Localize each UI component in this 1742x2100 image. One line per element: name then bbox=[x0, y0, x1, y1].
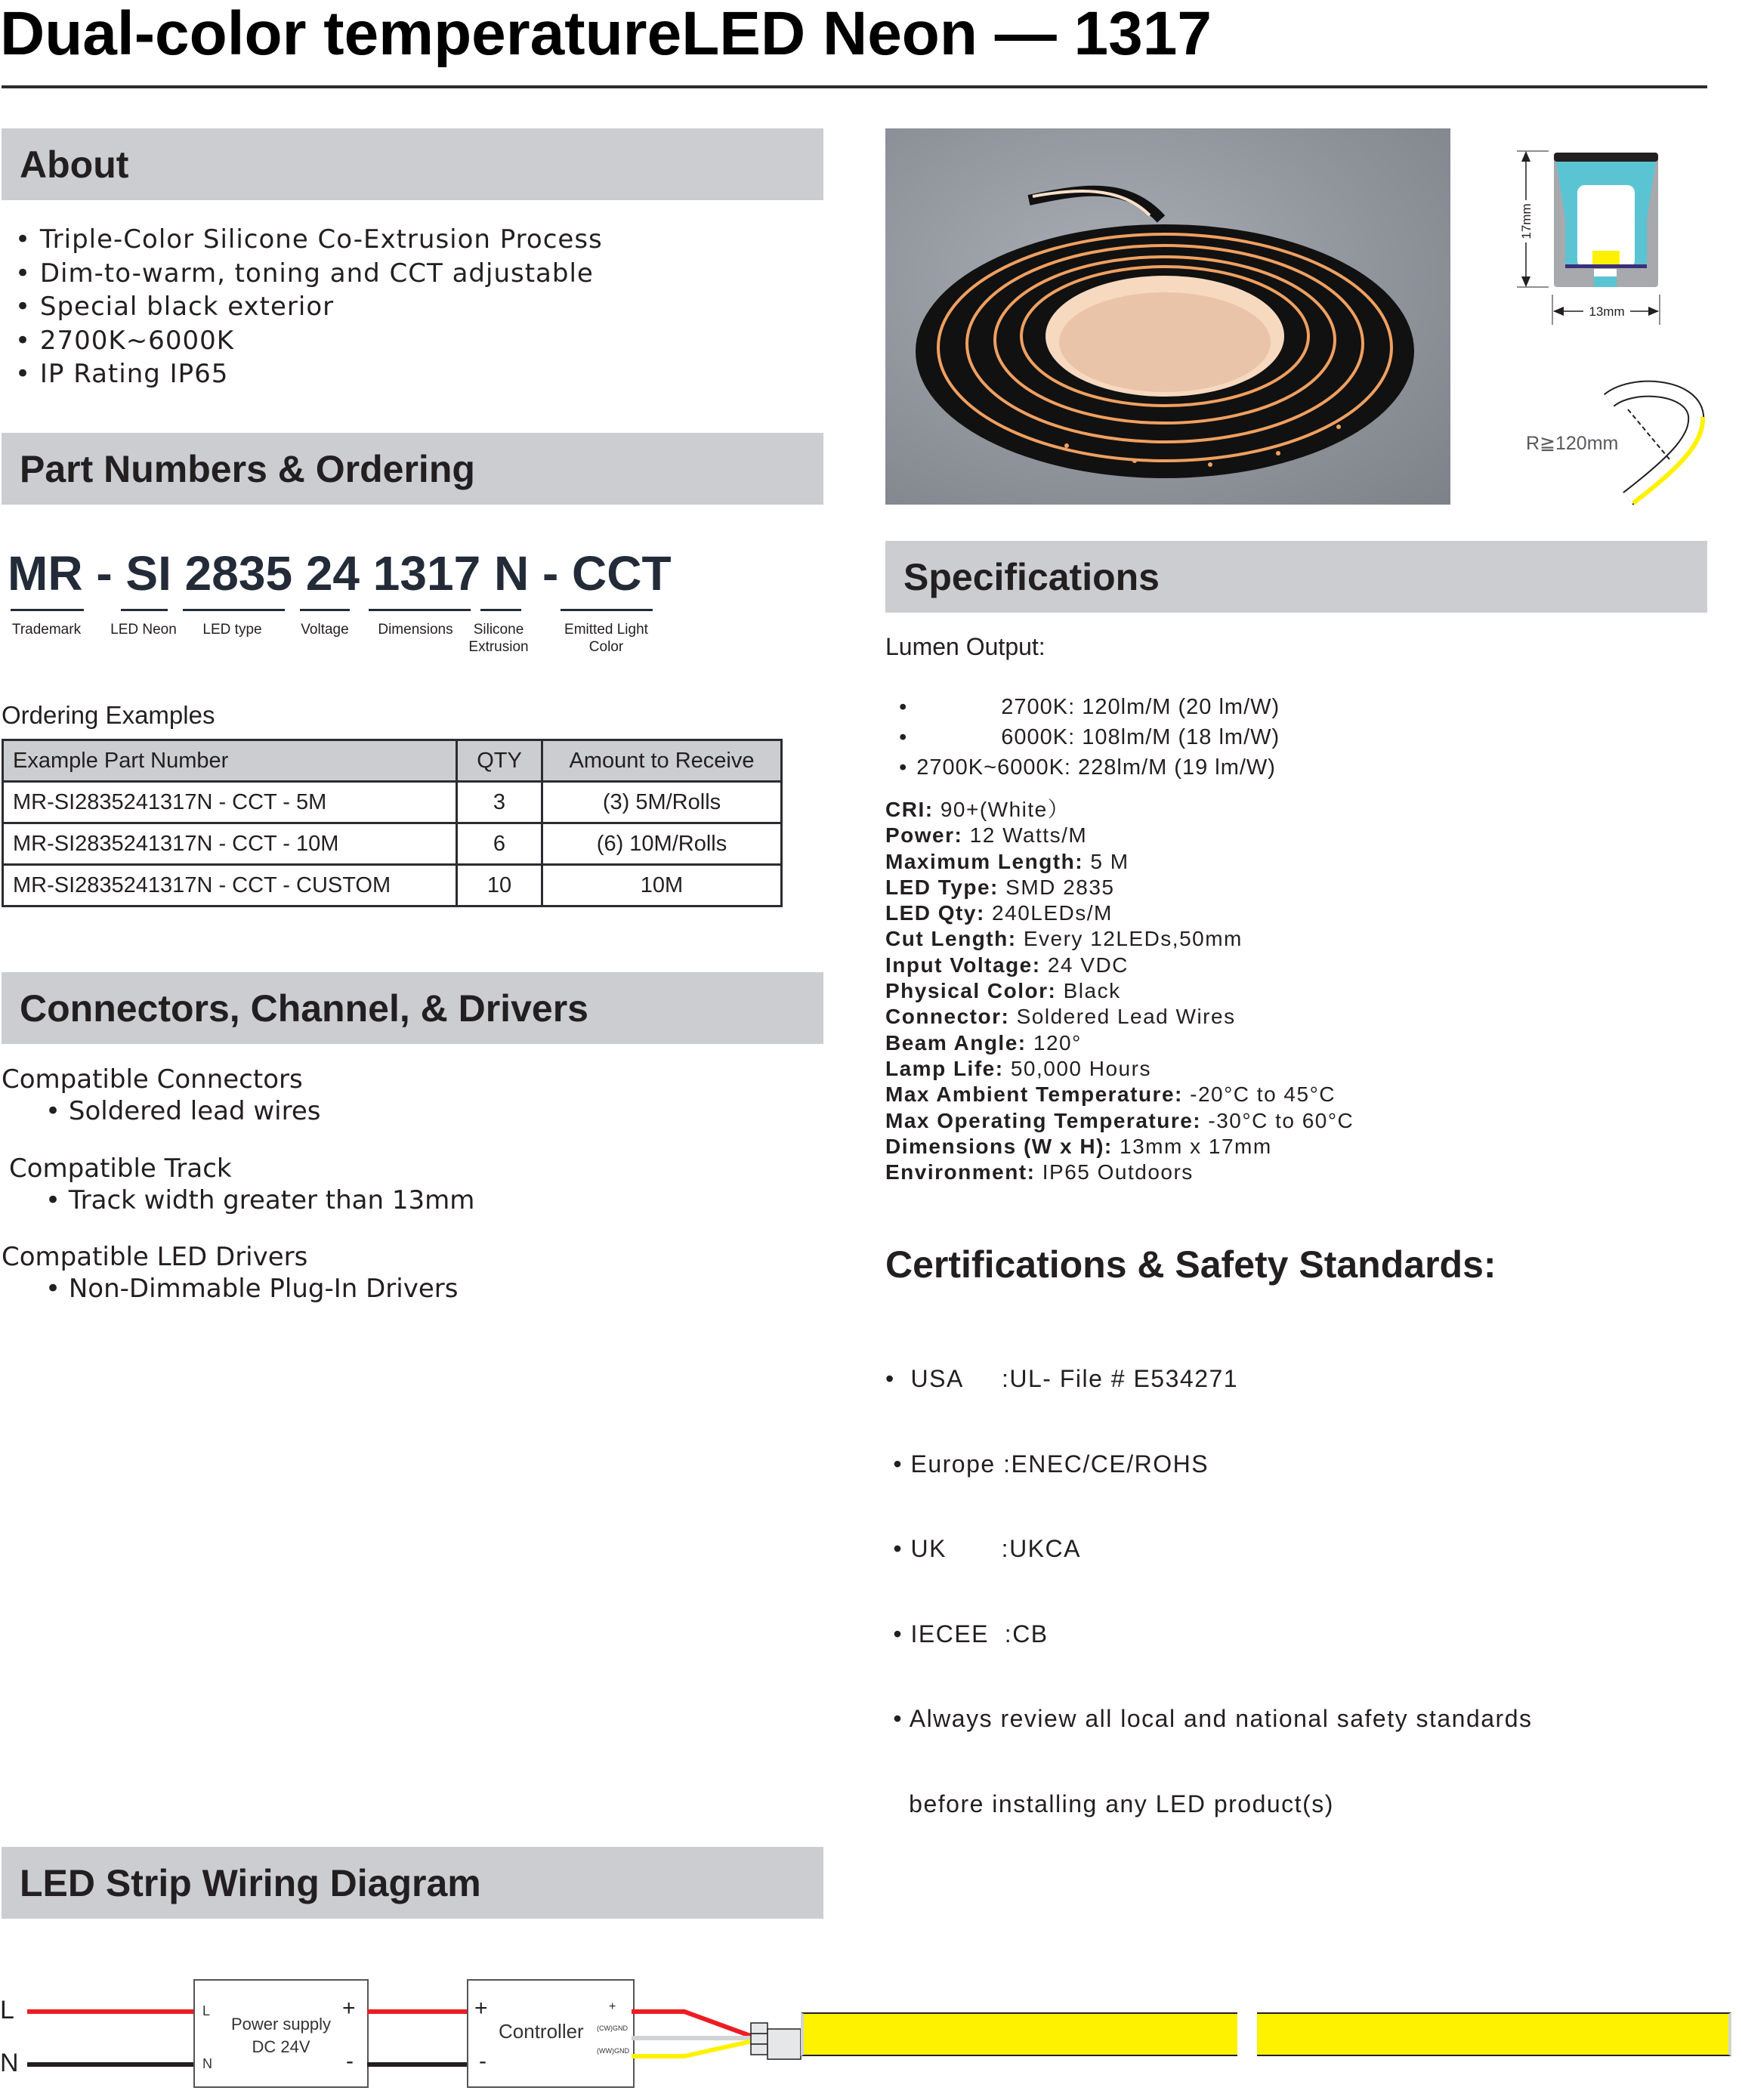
about-item: • IP Rating IP65 bbox=[15, 357, 603, 391]
bullet: • bbox=[899, 695, 908, 719]
spec-label: LED Type: bbox=[885, 875, 999, 899]
about-heading: About bbox=[20, 143, 129, 186]
label-led-type: LED type bbox=[202, 622, 262, 638]
group-title: Compatible LED Drivers bbox=[2, 1242, 308, 1272]
spec-row bbox=[885, 797, 1354, 823]
lumen-output-title: Lumen Output: bbox=[885, 633, 1046, 660]
cell-part: MR-SI2835241317N - CCT - CUSTOM bbox=[3, 865, 457, 906]
table-row bbox=[3, 782, 782, 823]
spec-label: Physical Color: bbox=[885, 979, 1057, 1003]
underline bbox=[561, 609, 653, 611]
about-item: • Dim-to-warm, toning and CCT adjustable bbox=[15, 257, 603, 291]
spec-value: 12 Watts/M bbox=[962, 823, 1088, 848]
controller-label: Controller bbox=[499, 2020, 584, 2043]
cell-qty: 3 bbox=[457, 782, 542, 823]
spec-value: 240LEDs/M bbox=[984, 901, 1113, 925]
table-row bbox=[3, 823, 782, 865]
spec-label: Power: bbox=[885, 823, 963, 848]
spec-value: -20°C to 45°C bbox=[1182, 1082, 1336, 1107]
cell-amount: (3) 5M/Rolls bbox=[542, 782, 782, 823]
spec-value: Soldered Lead Wires bbox=[1009, 1005, 1236, 1029]
cert-item: • UK :UKCA bbox=[885, 1535, 1081, 1562]
label-line: Silicone bbox=[473, 622, 524, 638]
connector-group bbox=[2, 1064, 320, 1127]
cell-part: MR-SI2835241317N - CCT - 10M bbox=[3, 823, 457, 865]
label-silicone-extrusion bbox=[465, 621, 533, 656]
lumen-row bbox=[885, 730, 1276, 780]
spec-list bbox=[885, 797, 1354, 1185]
controller-box bbox=[467, 1979, 635, 2088]
spec-value: SMD 2835 bbox=[998, 875, 1115, 899]
negative-wire bbox=[367, 2062, 467, 2067]
group-title: Compatible Track bbox=[9, 1153, 232, 1184]
wiring-header bbox=[2, 1847, 823, 1919]
controller-plus-out: + bbox=[609, 2000, 616, 2013]
underline bbox=[11, 609, 84, 611]
code-color: CCT bbox=[572, 546, 672, 601]
cert-item: • IECEE :CB bbox=[885, 1620, 1049, 1648]
label-line: Color bbox=[588, 639, 624, 655]
spec-value: 13mm x 17mm bbox=[1112, 1134, 1272, 1158]
col-header-qty: QTY bbox=[457, 740, 542, 782]
bullet: • bbox=[899, 755, 908, 780]
code-dimensions: 1317 bbox=[372, 546, 481, 601]
group-title: Compatible Connectors bbox=[2, 1064, 303, 1095]
neutral-wire bbox=[27, 2062, 193, 2067]
about-header bbox=[2, 128, 823, 200]
connectors-header bbox=[2, 972, 823, 1044]
spec-label: Lamp Life: bbox=[885, 1056, 1004, 1080]
about-list bbox=[15, 223, 603, 391]
profile-drawing bbox=[1503, 144, 1692, 340]
psu-n-terminal: N bbox=[202, 2056, 212, 2071]
bend-drawing bbox=[1518, 378, 1707, 506]
svg-text:17mm: 17mm bbox=[1519, 203, 1534, 239]
led-strip-segment-1 bbox=[801, 2012, 1237, 2056]
title-divider bbox=[2, 85, 1707, 88]
ww-gnd-label: (WW)GND bbox=[597, 2047, 629, 2055]
cell-qty: 6 bbox=[457, 823, 542, 865]
lumen-value: 6000K: 108lm/M (18 lm/W) bbox=[1001, 725, 1280, 749]
cert-item: • Always review all local and national safety standards bbox=[885, 1705, 1533, 1732]
spec-label: LED Qty: bbox=[885, 901, 985, 925]
track-group bbox=[9, 1153, 474, 1216]
connectors-heading: Connectors, Channel, & Drivers bbox=[20, 987, 588, 1030]
bend-radius-diagram bbox=[1518, 378, 1707, 506]
spec-row bbox=[885, 1082, 1354, 1107]
about-item: • Special black exterior bbox=[15, 290, 603, 324]
spec-row bbox=[885, 900, 1354, 926]
group-item: • Non-Dimmable Plug-In Drivers bbox=[2, 1273, 458, 1305]
spec-label: Maximum Length: bbox=[885, 849, 1084, 873]
positive-wire bbox=[367, 2009, 467, 2014]
spec-label: Dimensions (W x H): bbox=[885, 1134, 1113, 1158]
spec-label: Input Voltage: bbox=[885, 953, 1041, 977]
lumen-value: 2700K: 120lm/M (20 lm/W) bbox=[1001, 695, 1280, 719]
spec-value: IP65 Outdoors bbox=[1035, 1160, 1194, 1184]
underline bbox=[183, 609, 285, 611]
certifications-heading: Certifications & Safety Standards: bbox=[885, 1243, 1496, 1286]
specifications-heading: Specifications bbox=[903, 555, 1160, 598]
driver-group bbox=[2, 1241, 458, 1305]
spec-row bbox=[885, 849, 1354, 875]
part-numbers-heading: Part Numbers & Ordering bbox=[20, 447, 475, 490]
page-title: Dual-color temperatureLED Neon — 1317 bbox=[0, 0, 1212, 68]
col-header-amount: Amount to Receive bbox=[542, 740, 782, 782]
wiring-heading: LED Strip Wiring Diagram bbox=[20, 1861, 481, 1904]
label-line: Extrusion bbox=[468, 639, 529, 655]
table-row bbox=[3, 865, 782, 906]
cell-qty: 10 bbox=[457, 865, 542, 906]
spec-label: Connector: bbox=[885, 1005, 1010, 1029]
output-wires bbox=[632, 1979, 805, 2085]
cross-section-diagram bbox=[1503, 144, 1692, 340]
spec-row bbox=[885, 1004, 1354, 1030]
spec-value: 24 VDC bbox=[1040, 953, 1129, 977]
code-voltage: 24 bbox=[305, 546, 360, 601]
spec-label: CRI: bbox=[885, 798, 934, 821]
label-led-neon: LED Neon bbox=[110, 622, 177, 638]
input-n-label: N bbox=[0, 2049, 19, 2077]
label-voltage: Voltage bbox=[301, 622, 349, 638]
spec-label: Max Operating Temperature: bbox=[885, 1108, 1202, 1132]
spec-row bbox=[885, 1108, 1354, 1134]
certifications-list bbox=[885, 1308, 1533, 1847]
part-code bbox=[8, 545, 672, 601]
lumen-value: 2700K~6000K: 228lm/M (19 lm/W) bbox=[916, 755, 1276, 780]
spec-row bbox=[885, 1160, 1354, 1185]
psu-minus-terminal: - bbox=[346, 2049, 354, 2074]
spec-value: 50,000 Hours bbox=[1003, 1056, 1151, 1080]
about-item: • 2700K~6000K bbox=[15, 324, 603, 358]
label-emitted-color bbox=[555, 621, 657, 656]
psu-voltage: DC 24V bbox=[252, 2037, 310, 2056]
controller-plus-in: + bbox=[474, 1996, 488, 2021]
input-l-label: L bbox=[0, 1996, 14, 2024]
code-dash: - bbox=[96, 546, 113, 601]
spec-row bbox=[885, 978, 1354, 1004]
neon-coil-image bbox=[885, 128, 1450, 505]
bullet: • bbox=[899, 725, 908, 749]
psu-label: Power supply bbox=[230, 2015, 332, 2034]
svg-text:13mm: 13mm bbox=[1589, 304, 1625, 319]
code-led-type: 2835 bbox=[184, 546, 293, 601]
psu-l-terminal: L bbox=[202, 2003, 211, 2018]
spec-value: Black bbox=[1056, 979, 1121, 1003]
spec-label: Environment: bbox=[885, 1160, 1036, 1184]
table-header-row bbox=[3, 740, 782, 782]
product-photo bbox=[885, 128, 1450, 505]
spec-row bbox=[885, 953, 1354, 978]
spec-value: 90+(White） bbox=[933, 798, 1070, 821]
code-dash: - bbox=[542, 546, 559, 601]
cell-amount: 10M bbox=[542, 865, 782, 906]
ordering-examples-title: Ordering Examples bbox=[2, 701, 215, 729]
svg-text:R≧120mm: R≧120mm bbox=[1526, 433, 1619, 454]
spec-label: Beam Angle: bbox=[885, 1030, 1027, 1055]
col-header-part: Example Part Number bbox=[3, 740, 457, 782]
led-strip-segment-2 bbox=[1257, 2012, 1731, 2056]
label-line: Emitted Light bbox=[564, 622, 648, 638]
part-numbers-header bbox=[2, 433, 823, 505]
about-item: • Triple-Color Silicone Co-Extrusion Process bbox=[15, 223, 603, 257]
specifications-header bbox=[885, 541, 1707, 613]
spec-label: Cut Length: bbox=[885, 927, 1017, 951]
spec-row bbox=[885, 1030, 1354, 1056]
cert-item: • Europe :ENEC/CE/ROHS bbox=[885, 1450, 1209, 1478]
cw-gnd-label: (CW)GND bbox=[597, 2024, 628, 2032]
spec-label: Max Ambient Temperature: bbox=[885, 1082, 1183, 1107]
underline bbox=[121, 609, 168, 611]
controller-minus-in: - bbox=[479, 2049, 486, 2074]
code-trademark: MR bbox=[8, 546, 83, 601]
group-item: • Track width greater than 13mm bbox=[2, 1184, 474, 1216]
underline bbox=[480, 609, 521, 611]
ordering-table bbox=[2, 739, 783, 907]
cert-item: before installing any LED product(s) bbox=[885, 1790, 1334, 1817]
psu-plus-terminal: + bbox=[342, 1996, 356, 2021]
label-dimensions: Dimensions bbox=[378, 622, 453, 638]
spec-row bbox=[885, 926, 1354, 952]
underline bbox=[369, 609, 471, 611]
spec-row bbox=[885, 1134, 1354, 1160]
cell-amount: (6) 10M/Rolls bbox=[542, 823, 782, 865]
label-trademark: Trademark bbox=[11, 622, 82, 638]
spec-value: -30°C to 60°C bbox=[1201, 1108, 1354, 1132]
code-led-neon: SI bbox=[125, 546, 171, 601]
wiring-diagram bbox=[0, 1979, 1742, 2100]
spec-value: Every 12LEDs,50mm bbox=[1016, 927, 1243, 951]
spec-value: 5 M bbox=[1083, 849, 1129, 873]
code-silicone: N bbox=[493, 546, 530, 601]
spec-row bbox=[885, 1056, 1354, 1082]
cell-part: MR-SI2835241317N - CCT - 5M bbox=[3, 782, 457, 823]
cert-item: • USA :UL- File # E534271 bbox=[885, 1365, 1239, 1392]
spec-row bbox=[885, 875, 1354, 900]
underline bbox=[300, 609, 350, 611]
group-item: • Soldered lead wires bbox=[2, 1095, 320, 1127]
power-supply-box bbox=[193, 1979, 369, 2088]
live-wire bbox=[27, 2009, 193, 2014]
spec-value: 120° bbox=[1026, 1030, 1082, 1055]
spec-row bbox=[885, 823, 1354, 848]
